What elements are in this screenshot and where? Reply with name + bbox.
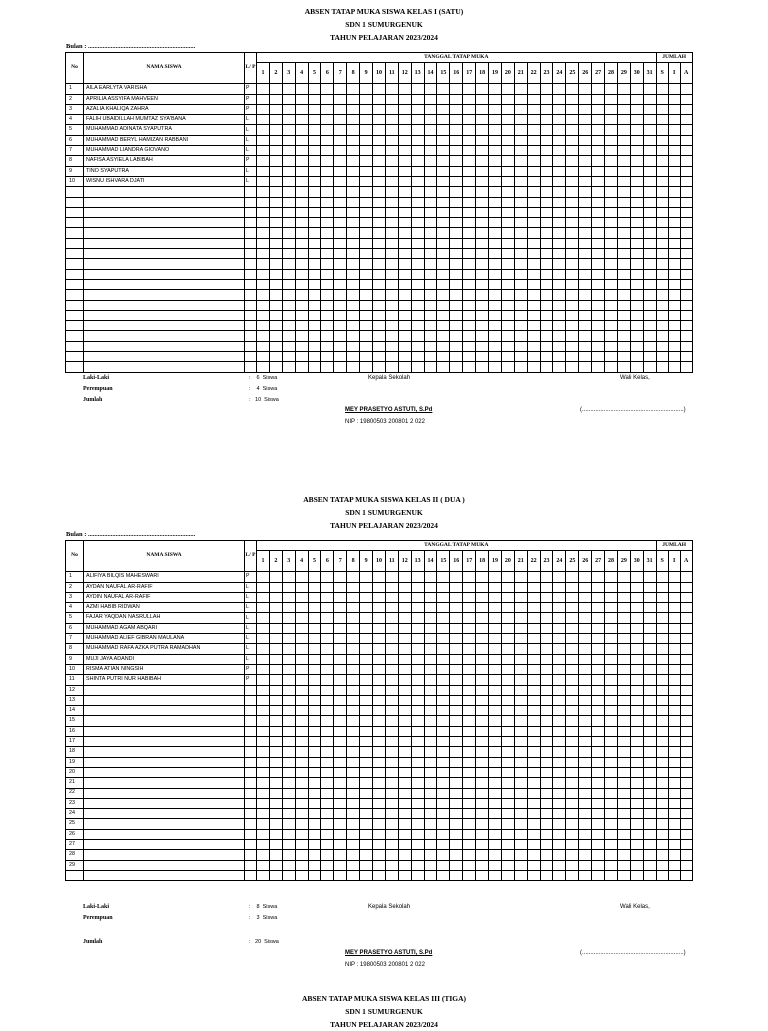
student-name: MUHAMMAD LIANDRA GIOVANO (84, 146, 245, 156)
wali-kelas-signature-blank: (.............................................................) (580, 407, 686, 413)
student-name: AYDIN NAUFAL AR-RAFIF (84, 592, 245, 602)
day-header: 28 (605, 63, 618, 84)
school-name: SDN 1 SUMURGENUK (345, 508, 423, 517)
day-header: 30 (630, 63, 643, 84)
day-header: 15 (437, 551, 450, 572)
student-name: MUHAMMAD ADINATA SYAPUTRA (84, 125, 245, 135)
student-no: 27 (66, 840, 84, 850)
student-no: 29 (66, 860, 84, 870)
student-gender: P (245, 104, 257, 114)
day-header: 6 (321, 551, 334, 572)
kepala-sekolah-label: Kepala Sekolah (368, 904, 411, 910)
day-header: 22 (527, 63, 540, 84)
student-no: 25 (66, 819, 84, 829)
day-header: 13 (411, 551, 424, 572)
section-title-line1: ABSEN TATAP MUKA SISWA KELAS I (SATU) (304, 7, 464, 16)
kepala-sekolah-name: MEY PRASETYO ASTUTI, S.Pd (345, 950, 433, 956)
kepala-sekolah-name: MEY PRASETYO ASTUTI, S.Pd (345, 407, 433, 413)
student-no: 10 (66, 176, 84, 186)
student-name: MUHAMMAD BERYL HAMIZAN RABBANI (84, 135, 245, 145)
student-name: AYDAN NAUFAL AR-RAFIF (84, 582, 245, 592)
day-header: 12 (398, 551, 411, 572)
student-name: APRILIA ASSYIFA MAHVEEN (84, 94, 245, 104)
student-gender: L (245, 613, 257, 623)
header-jumlah: JUMLAH (656, 541, 692, 551)
day-header: 12 (398, 63, 411, 84)
student-no: 2 (66, 582, 84, 592)
day-header: 18 (476, 551, 489, 572)
student-no: 24 (66, 809, 84, 819)
summary-laki-label: Laki-Laki (83, 375, 110, 381)
header-jumlah: JUMLAH (656, 53, 692, 63)
day-header: 29 (617, 551, 630, 572)
student-no: 15 (66, 716, 84, 726)
student-gender: L (245, 166, 257, 176)
student-no: 7 (66, 146, 84, 156)
student-name: NAFISA ASYIELA LABIBAH (84, 156, 245, 166)
day-header: 13 (411, 63, 424, 84)
student-no: 3 (66, 592, 84, 602)
day-header: 1 (257, 63, 270, 84)
student-no: 20 (66, 767, 84, 777)
student-no: 5 (66, 125, 84, 135)
header-tanggal-tatap-muka: TANGGAL TATAP MUKA (257, 53, 657, 63)
student-no: 5 (66, 613, 84, 623)
student-no: 21 (66, 778, 84, 788)
day-header: 17 (463, 551, 476, 572)
summary-perempuan-value: : 3 Siswa (249, 915, 278, 921)
academic-year: TAHUN PELAJARAN 2023/2024 (330, 1020, 438, 1029)
bulan-field[interactable]: Bulan : .................................................................. (66, 531, 196, 538)
student-no: 3 (66, 104, 84, 114)
student-no: 23 (66, 798, 84, 808)
day-header: 6 (321, 63, 334, 84)
day-header: 8 (347, 551, 360, 572)
school-name: SDN 1 SUMURGENUK (345, 20, 423, 29)
student-no: 2 (66, 94, 84, 104)
day-header: 15 (437, 63, 450, 84)
day-header: 21 (514, 551, 527, 572)
summary-laki-label: Laki-Laki (83, 904, 110, 910)
header-lp: L/ P (245, 541, 257, 572)
day-header: 8 (347, 63, 360, 84)
student-no: 11 (66, 675, 84, 685)
student-name: SHINTA PUTRI NUR HABIBAH (84, 675, 245, 685)
day-header: 7 (334, 551, 347, 572)
day-header: 2 (269, 551, 282, 572)
day-header: 27 (592, 63, 605, 84)
student-name: AZALIA KHALIQA ZAHRA (84, 104, 245, 114)
day-header: 28 (605, 551, 618, 572)
day-header: 26 (579, 63, 592, 84)
header-nama-siswa: NAMA SISWA (84, 53, 245, 84)
student-name: MUHAMMAD AGAM ABQARI (84, 623, 245, 633)
header-no: No (66, 541, 84, 572)
header-nama-siswa: NAMA SISWA (84, 541, 245, 572)
student-gender: P (245, 572, 257, 582)
jumlah-s-header: S (656, 63, 668, 84)
academic-year: TAHUN PELAJARAN 2023/2024 (330, 521, 438, 530)
student-no: 6 (66, 623, 84, 633)
summary-laki-value: : 6 Siswa (249, 375, 278, 381)
student-gender: P (245, 94, 257, 104)
student-gender: L (245, 634, 257, 644)
day-header: 25 (566, 63, 579, 84)
student-no: 26 (66, 829, 84, 839)
day-header: 5 (308, 63, 321, 84)
student-name: MUHAMMAD ALIEF GIBRAN MAULANA (84, 634, 245, 644)
day-header: 9 (360, 63, 373, 84)
day-header: 19 (489, 551, 502, 572)
day-header: 18 (476, 63, 489, 84)
student-no: 1 (66, 572, 84, 582)
school-name: SDN 1 SUMURGENUK (345, 1007, 423, 1016)
day-header: 3 (282, 551, 295, 572)
student-gender: L (245, 644, 257, 654)
day-header: 26 (579, 551, 592, 572)
jumlah-i-header: I (668, 63, 680, 84)
student-no: 13 (66, 695, 84, 705)
day-header: 14 (424, 551, 437, 572)
wali-kelas-label: Wali Kelas, (620, 904, 650, 910)
student-gender: L (245, 176, 257, 186)
student-gender: L (245, 135, 257, 145)
student-name: WISNU ISHVARA DJATI (84, 176, 245, 186)
wali-kelas-signature-blank: (.............................................................) (580, 950, 686, 956)
day-header: 4 (295, 63, 308, 84)
day-header: 24 (553, 551, 566, 572)
summary-jumlah-label: Jumlah (83, 939, 103, 945)
day-header: 31 (643, 63, 656, 84)
header-lp: L/ P (245, 53, 257, 84)
student-name: TINO SYAPUTRA (84, 166, 245, 176)
student-gender: P (245, 675, 257, 685)
summary-jumlah-value: : 10 Siswa (249, 397, 279, 403)
student-gender: L (245, 623, 257, 633)
summary-perempuan-label: Perempuan (83, 915, 113, 921)
day-header: 7 (334, 63, 347, 84)
student-gender: P (245, 84, 257, 94)
day-header: 24 (553, 63, 566, 84)
day-header: 16 (450, 551, 463, 572)
student-no: 16 (66, 726, 84, 736)
student-no: 14 (66, 706, 84, 716)
student-gender: P (245, 156, 257, 166)
jumlah-a-header: A (680, 63, 692, 84)
day-header: 11 (385, 63, 398, 84)
day-header: 19 (489, 63, 502, 84)
student-name: RISMA ATIAN NINGSIH (84, 664, 245, 674)
student-no: 28 (66, 850, 84, 860)
student-no: 9 (66, 166, 84, 176)
student-no: 12 (66, 685, 84, 695)
section-title-line1: ABSEN TATAP MUKA SISWA KELAS III (TIGA) (301, 994, 467, 1003)
kepala-sekolah-nip: NIP : 19800503 200801 2 022 (345, 419, 425, 425)
day-header: 14 (424, 63, 437, 84)
student-no: 1 (66, 84, 84, 94)
day-header: 2 (269, 63, 282, 84)
jumlah-i-header: I (668, 551, 680, 572)
kepala-sekolah-label: Kepala Sekolah (368, 375, 411, 381)
day-header: 3 (282, 63, 295, 84)
header-no: No (66, 53, 84, 84)
student-no: 7 (66, 634, 84, 644)
student-no: 8 (66, 156, 84, 166)
student-gender: L (245, 582, 257, 592)
student-name: FAJAR YAQDAN NASRULLAH (84, 613, 245, 623)
day-header: 10 (373, 551, 386, 572)
day-header: 9 (360, 551, 373, 572)
day-header: 31 (643, 551, 656, 572)
student-gender: L (245, 603, 257, 613)
student-no: 17 (66, 737, 84, 747)
student-name: FALIH UBAIDILLAH MUMTAZ SYA'BANA (84, 115, 245, 125)
day-header: 30 (630, 551, 643, 572)
day-header: 25 (566, 551, 579, 572)
student-no: 19 (66, 757, 84, 767)
student-name: AILA EARLYTA VARISHA (84, 84, 245, 94)
day-header: 17 (463, 63, 476, 84)
wali-kelas-label: Wali Kelas, (620, 375, 650, 381)
summary-laki-value: : 8 Siswa (249, 904, 278, 910)
day-header: 23 (540, 551, 553, 572)
student-name: ALIFIYA BILQIS MAHESWARI (84, 572, 245, 582)
day-header: 22 (527, 551, 540, 572)
student-gender: L (245, 592, 257, 602)
day-header: 23 (540, 63, 553, 84)
student-no: 8 (66, 644, 84, 654)
day-header: 11 (385, 551, 398, 572)
student-no: 9 (66, 654, 84, 664)
day-header: 20 (501, 551, 514, 572)
student-no: 4 (66, 603, 84, 613)
summary-jumlah-value: : 20 Siswa (249, 939, 279, 945)
academic-year: TAHUN PELAJARAN 2023/2024 (330, 33, 438, 42)
day-header: 1 (257, 551, 270, 572)
student-no: 6 (66, 135, 84, 145)
student-gender: P (245, 664, 257, 674)
summary-perempuan-value: : 4 Siswa (249, 386, 278, 392)
student-no: 4 (66, 115, 84, 125)
day-header: 21 (514, 63, 527, 84)
day-header: 16 (450, 63, 463, 84)
day-header: 4 (295, 551, 308, 572)
student-gender: L (245, 115, 257, 125)
student-gender: L (245, 654, 257, 664)
student-name: MUJI JAYA ADANDI (84, 654, 245, 664)
day-header: 20 (501, 63, 514, 84)
bulan-field[interactable]: Bulan : .................................................................. (66, 43, 196, 50)
day-header: 5 (308, 551, 321, 572)
day-header: 27 (592, 551, 605, 572)
student-no: 22 (66, 788, 84, 798)
day-header: 10 (373, 63, 386, 84)
student-gender: L (245, 146, 257, 156)
student-no: 18 (66, 747, 84, 757)
day-header: 29 (617, 63, 630, 84)
student-no: 10 (66, 664, 84, 674)
header-tanggal-tatap-muka: TANGGAL TATAP MUKA (257, 541, 657, 551)
student-name: MUHAMMAD RAFA AZKA PUTRA RAMADHAN (84, 644, 245, 654)
jumlah-s-header: S (656, 551, 668, 572)
summary-perempuan-label: Perempuan (83, 386, 113, 392)
section-title-line1: ABSEN TATAP MUKA SISWA KELAS II ( DUA ) (303, 495, 465, 504)
student-name: AZMI HABIB RIDWAN (84, 603, 245, 613)
kepala-sekolah-nip: NIP : 19800503 200801 2 022 (345, 962, 425, 968)
jumlah-a-header: A (680, 551, 692, 572)
student-gender: L (245, 125, 257, 135)
summary-jumlah-label: Jumlah (83, 397, 103, 403)
